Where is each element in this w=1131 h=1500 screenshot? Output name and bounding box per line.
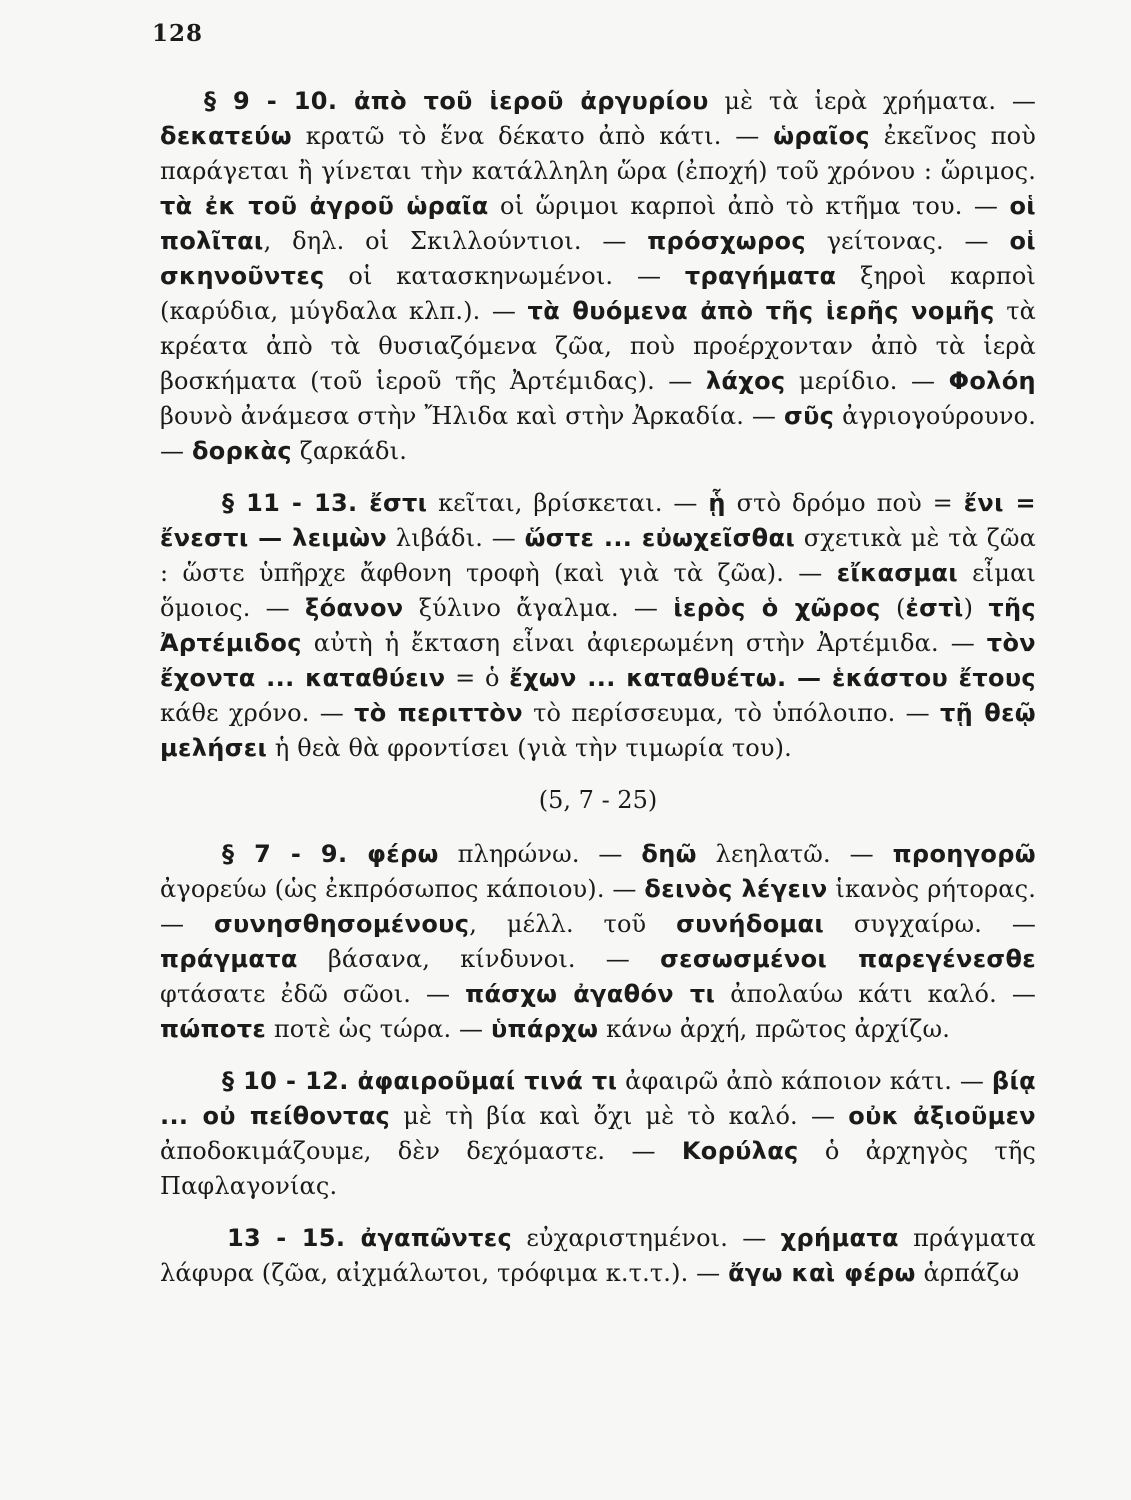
definition-text: λιβάδι. — <box>387 524 525 552</box>
definition-text: τὸ περίσσευμα, τὸ ὑπόλοιπο. — <box>522 699 940 727</box>
glossary-term: τραγήματα <box>684 262 837 290</box>
glossary-term: πώποτε <box>160 1015 267 1043</box>
definition-text: βάσανα, κίνδυνοι. — <box>297 945 661 973</box>
glossary-term: λάχος <box>705 367 786 395</box>
definition-text: αὐτὴ ἡ ἔκταση εἶναι ἀφιερωμένη στὴν Ἀρτέμιδα. — <box>301 629 987 657</box>
glossary-term: ὡραῖος <box>773 122 870 150</box>
definition-text: γείτονας. — <box>805 227 1010 255</box>
glossary-term: δηῶ <box>641 840 697 868</box>
glossary-term: ἄγω καὶ φέρω <box>728 1259 916 1287</box>
definition-text: οἱ ὥριμοι καρποὶ ἀπὸ τὸ κτῆμα του. — <box>488 192 1010 220</box>
definition-text: ) <box>963 594 989 622</box>
definition-text: κάνω ἀρχή, πρῶτος ἀρχίζω. <box>598 1015 951 1043</box>
glossary-term: οὐκ ἀξιοῦμεν <box>848 1102 1036 1130</box>
glossary-term: τῇ θεῷ μελήσει <box>160 699 1036 762</box>
glossary-term: τὸν ἔχοντα ... καταθύειν <box>160 629 1036 692</box>
glossary-term: τὰ ἐκ τοῦ ἀγροῦ ὡραῖα <box>160 192 489 220</box>
definition-text: ὁ ἀρχηγὸς τῆς Παφλαγονίας. <box>160 1137 1036 1200</box>
glossary-term: οἱ σκηνοῦντες <box>160 227 1036 290</box>
definition-text: οἱ κατασκηνωμένοι. — <box>324 262 685 290</box>
definition-text: ( <box>880 594 906 622</box>
section-10-12 <box>160 1064 1036 1204</box>
definition-text: συγχαίρω. — <box>824 910 1037 938</box>
glossary-term: πάσχω ἀγαθόν τι <box>465 980 716 1008</box>
glossary-term: ὥστε ... εὐωχεῖσθαι <box>524 524 796 552</box>
definition-text: κεῖται, βρίσκεται. — <box>427 489 709 517</box>
definition-text: ἀγορεύω (ὡς ἐκπρόσωπος κάποιου). — <box>160 875 645 903</box>
glossary-term: § 11 - 13. ἔστι <box>222 489 428 517</box>
glossary-term: δεινὸς λέγειν <box>644 875 828 903</box>
definition-text: εὐχαριστημένοι. — <box>512 1224 781 1252</box>
glossary-term: εἴκασμαι <box>836 559 958 587</box>
definition-text: σχετικὰ μὲ τὰ ζῶα : ὥστε ὑπῆρχε ἄφθονη τροφὴ (καὶ γιὰ τὰ ζῶα). — <box>160 524 1036 587</box>
glossary-term: τὸ περιττὸν <box>354 699 523 727</box>
section-9-10 <box>160 84 1036 469</box>
glossary-term: δορκὰς <box>191 437 292 465</box>
definition-text: ζαρκάδι. <box>291 437 407 465</box>
definition-text: ἀγριογούρουνο. — <box>160 402 1036 465</box>
definition-text: ξηροὶ καρποὶ (καρύδια, μύγδαλα κλπ.). — <box>160 262 1036 325</box>
glossary-term: πράγματα <box>160 945 298 973</box>
glossary-term: δεκατεύω <box>160 122 292 150</box>
definition-text: ἱκανὸς ρήτορας. — <box>160 875 1037 938</box>
section-13-15 <box>160 1221 1036 1291</box>
glossary-term: ᾗ <box>708 489 726 517</box>
definition-text: ξύλινο ἄγαλμα. — <box>403 594 674 622</box>
definition-text: ἐκεῖνος ποὺ παράγεται ἢ γίνεται τὴν κατάλληλη ὥρα (ἐποχή) τοῦ χρόνου : ὥριμος. <box>160 122 1036 185</box>
definition-text: εἶμαι ὅμοιος. — <box>160 559 1036 622</box>
definition-text: πληρώνω. — <box>438 840 642 868</box>
definition-text: τὰ κρέατα ἀπὸ τὰ θυσιαζόμενα ζῶα, ποὺ προέρχονταν ἀπὸ τὰ ἱερὰ βοσκήματα (τοῦ ἱεροῦ τῆς Ἀρτέμιδας). — <box>160 297 1036 395</box>
glossary-term: σῦς <box>784 402 835 430</box>
glossary-term: ἐστὶ <box>905 594 964 622</box>
glossary-term: ἱερὸς ὁ χῶρος <box>673 594 881 622</box>
glossary-term: ἔχων ... καταθυέτω. — ἑκάστου ἔτους <box>509 664 1036 692</box>
definition-text: πράγματα λάφυρα (ζῶα, αἰχμάλωτοι, τρόφιμα κ.τ.τ.). — <box>160 1224 1036 1287</box>
definition-text: = ὁ <box>445 664 510 692</box>
glossary-term: συνησθησομένους <box>213 910 470 938</box>
glossary-term: § 9 - 10. ἀπὸ τοῦ ἱεροῦ ἀργυρίου <box>204 87 709 115</box>
definition-text: βουνὸ ἀνάμεσα στὴν Ἤλιδα καὶ στὴν Ἀρκαδία. — <box>160 402 785 430</box>
definition-text: λεηλατῶ. — <box>696 840 893 868</box>
glossary-term: χρήματα <box>780 1224 899 1252</box>
glossary-term: προηγορῶ <box>892 840 1036 868</box>
page-number: 128 <box>152 20 204 47</box>
definition-text: , δηλ. οἱ Σκιλλούντιοι. — <box>263 227 648 255</box>
definition-text: ἀποδοκιμάζουμε, δὲν δεχόμαστε. — <box>160 1137 682 1165</box>
definition-text: κρατῶ τὸ ἕνα δέκατο ἀπὸ κάτι. — <box>291 122 774 150</box>
glossary-term: οἱ πολῖται <box>160 192 1037 255</box>
definition-text: ἡ θεὰ θὰ φροντίσει (γιὰ τὴν τιμωρία του). <box>267 734 792 762</box>
glossary-term: ὑπάρχω <box>490 1015 599 1043</box>
definition-text: κάθε χρόνο. — <box>160 699 355 727</box>
glossary-term: § 7 - 9. φέρω <box>222 840 439 868</box>
definition-text: στὸ δρόμο ποὺ = <box>725 489 964 517</box>
glossary-term: Κορύλας <box>681 1137 799 1165</box>
glossary-term: ξόανον <box>305 594 404 622</box>
glossary-term: Φολόη <box>948 367 1036 395</box>
glossary-term: συνήδομαι <box>676 910 825 938</box>
section-7-9 <box>160 837 1036 1047</box>
definition-text: ἀφαιρῶ ἀπὸ κάποιον κάτι. — <box>617 1067 992 1095</box>
definition-text: ποτὲ ὡς τώρα. — <box>266 1015 491 1043</box>
definition-text: φτάσατε ἐδῶ σῶοι. — <box>160 980 466 1008</box>
glossary-term: βίᾳ ... οὐ πείθοντας <box>160 1067 1036 1130</box>
glossary-term: τῆς Ἀρτέμιδος <box>160 594 1037 657</box>
glossary-term: 13 - 15. ἀγαπῶντες <box>227 1224 513 1252</box>
glossary-term: ἔνι = ἔνεστι — λειμὼν <box>160 489 1037 552</box>
definition-text: μὲ τὴ βία καὶ ὄχι μὲ τὸ καλό. — <box>390 1102 849 1130</box>
commentary-text <box>160 84 1036 1291</box>
definition-text: ἁρπάζω <box>915 1259 1020 1287</box>
glossary-term: § 10 - 12. ἀφαιροῦμαί τινά τι <box>222 1067 618 1095</box>
definition-text: , μέλλ. τοῦ <box>469 910 677 938</box>
glossary-term: τὰ θυόμενα ἀπὸ τῆς ἱερῆς νομῆς <box>527 297 995 325</box>
passage-reference: (5, 7 - 25) <box>538 786 658 814</box>
definition-text: μερίδιο. — <box>785 367 949 395</box>
glossary-term: πρόσχωρος <box>647 227 806 255</box>
definition-text: μὲ τὰ ἱερὰ χρήματα. — <box>708 87 1037 115</box>
glossary-term: σεσωσμένοι παρεγένεσθε <box>660 945 1036 973</box>
section-11-13 <box>160 486 1036 766</box>
definition-text: ἀπολαύω κάτι καλό. — <box>715 980 1036 1008</box>
